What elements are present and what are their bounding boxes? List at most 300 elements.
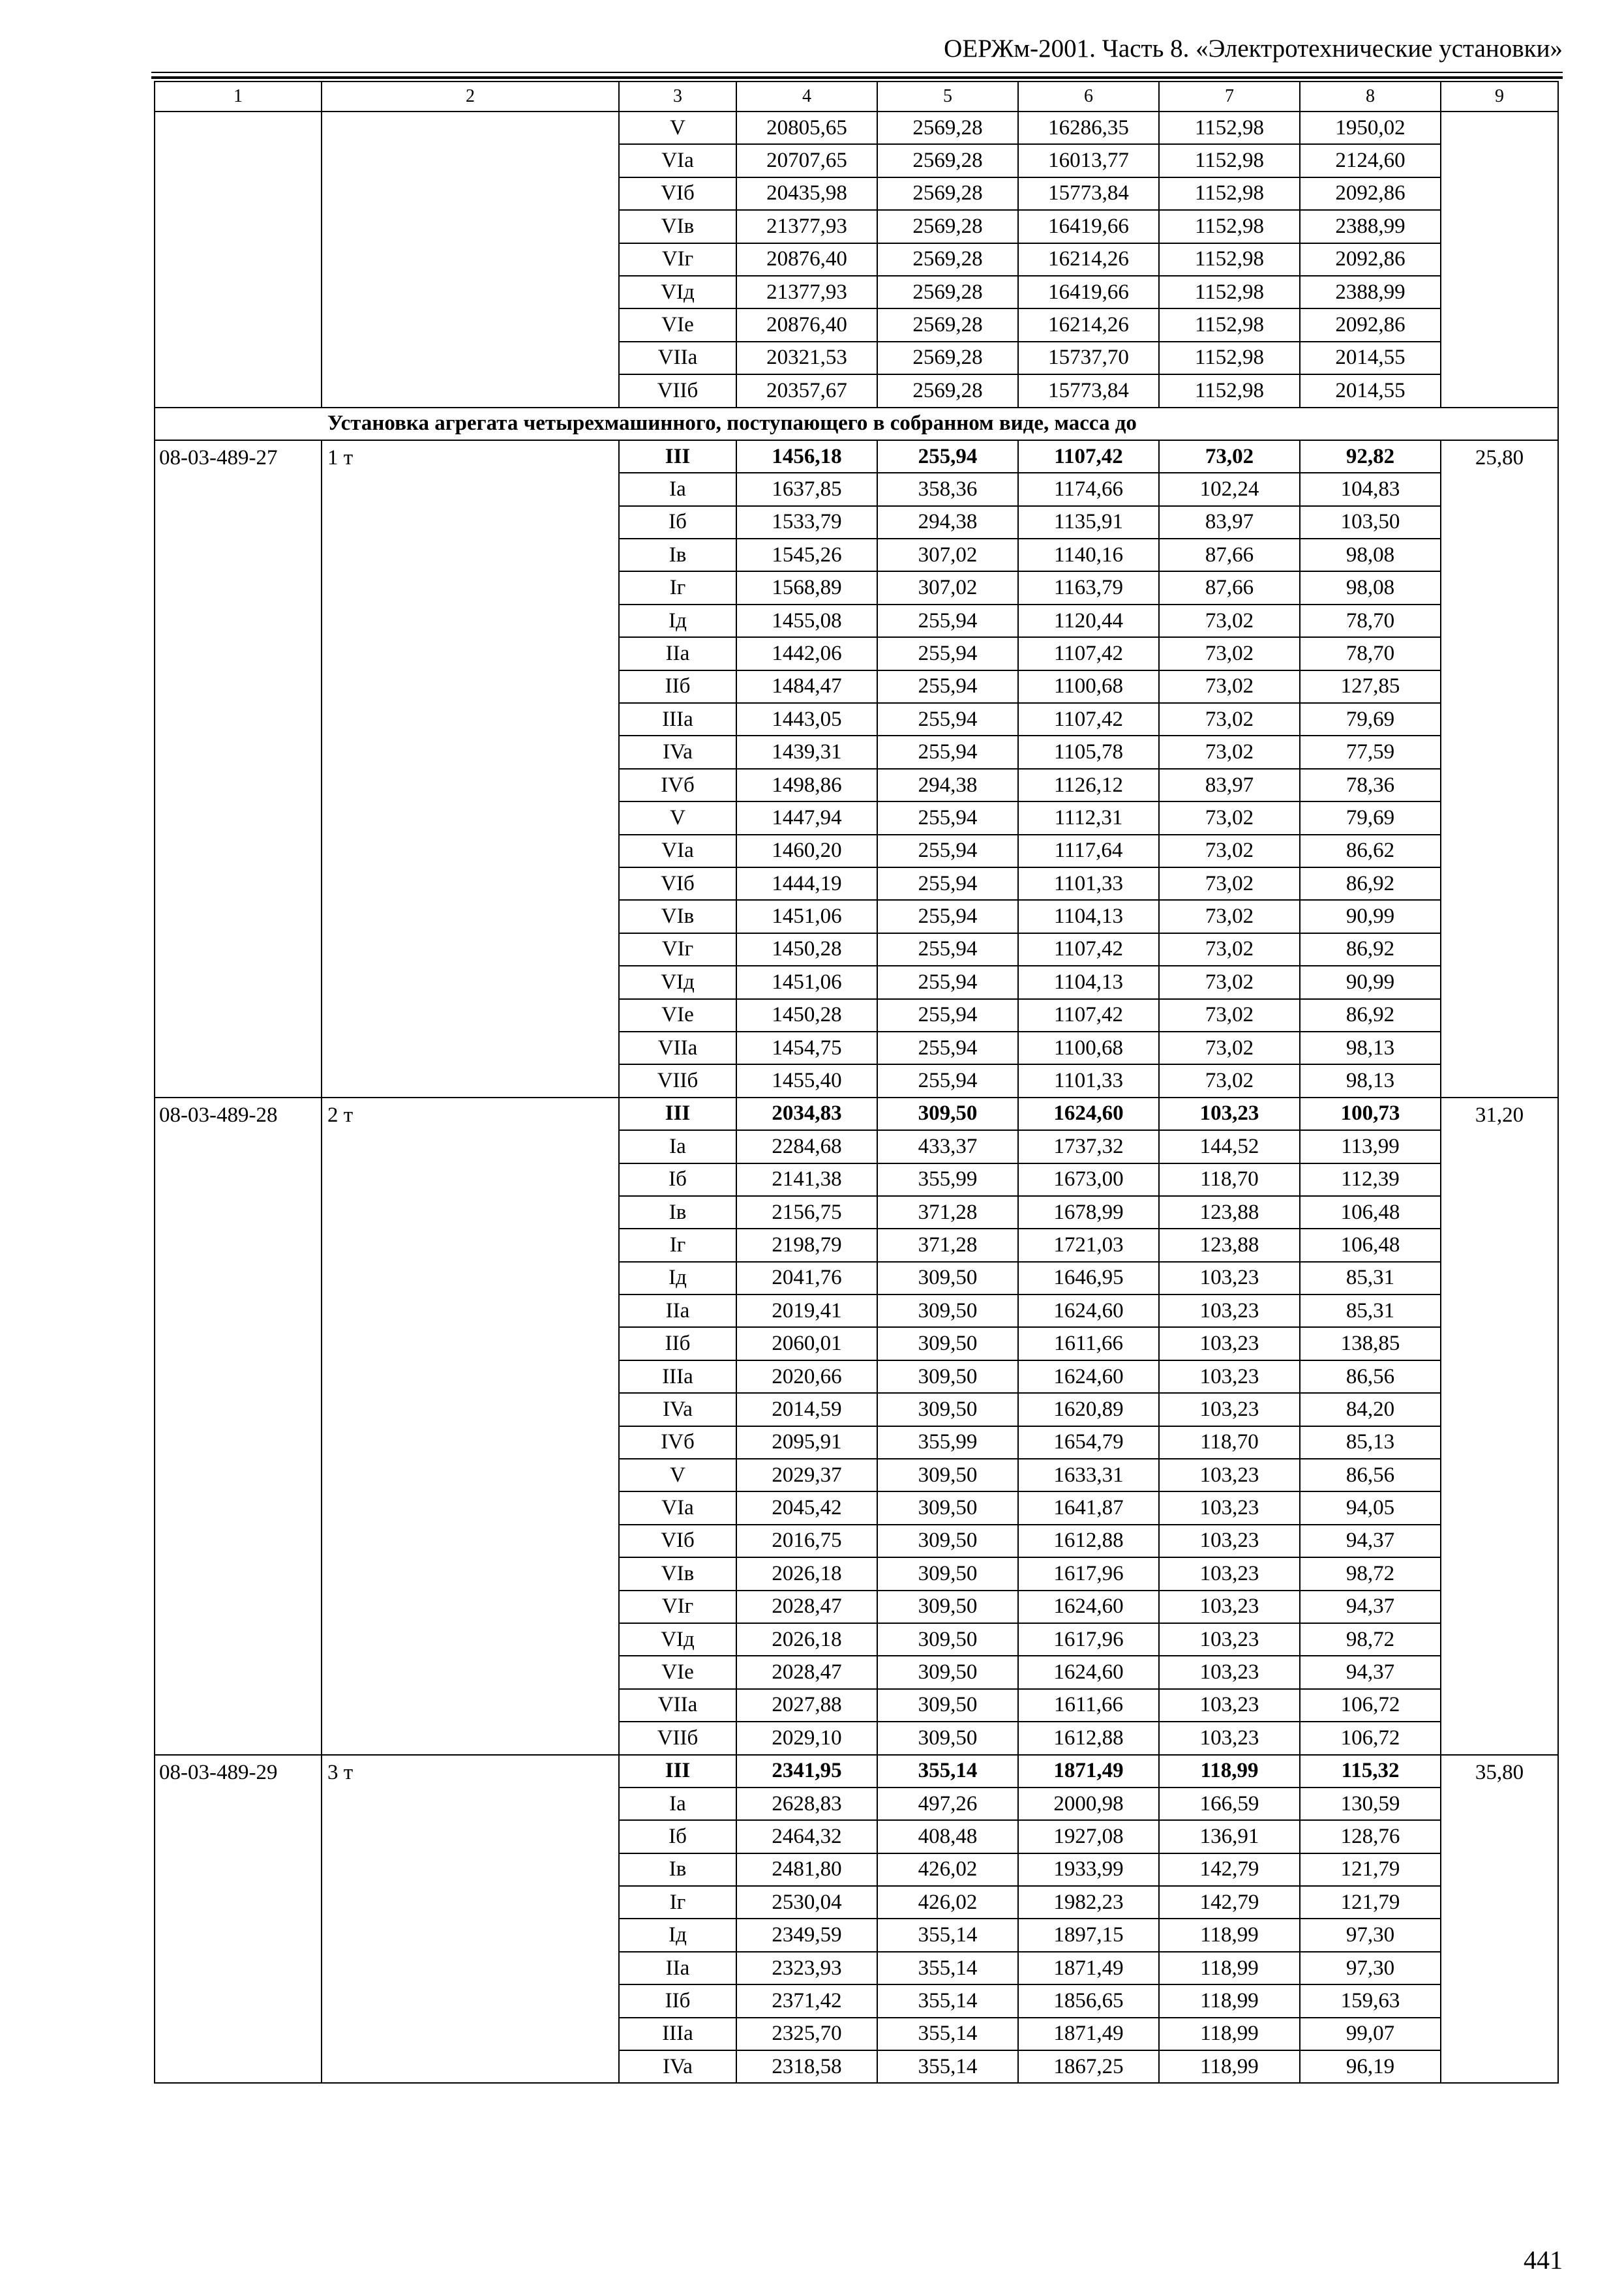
value-cell: 1484,47 — [736, 670, 877, 703]
value-cell: 103,23 — [1159, 1262, 1300, 1294]
zone-cell: IIa — [619, 1294, 736, 1327]
value-cell: 355,14 — [877, 2050, 1018, 2083]
value-cell: 1624,60 — [1018, 1294, 1159, 1327]
value-cell: 86,62 — [1300, 835, 1441, 867]
value-cell: 2569,28 — [877, 276, 1018, 308]
value-cell: 2530,04 — [736, 1886, 877, 1919]
value-cell: 1737,32 — [1018, 1130, 1159, 1163]
value-cell: 98,13 — [1300, 1032, 1441, 1064]
value-cell: 16419,66 — [1018, 276, 1159, 308]
rate-name: 1 т — [322, 440, 619, 1098]
value-cell: 103,23 — [1159, 1656, 1300, 1688]
zone-cell: IIIa — [619, 703, 736, 736]
value-cell: 1867,25 — [1018, 2050, 1159, 2083]
value-cell: 92,82 — [1300, 440, 1441, 473]
value-cell: 2569,28 — [877, 210, 1018, 243]
zone-cell: IVб — [619, 1426, 736, 1459]
value-cell: 1641,87 — [1018, 1491, 1159, 1524]
value-cell: 20876,40 — [736, 243, 877, 276]
value-cell: 2028,47 — [736, 1656, 877, 1688]
section-title: Установка агрегата четырехмашинного, поступающего в собранном виде, масса до — [155, 408, 1558, 440]
value-cell: 1450,28 — [736, 933, 877, 966]
value-cell: 87,66 — [1159, 571, 1300, 604]
value-cell: 1455,40 — [736, 1064, 877, 1097]
value-cell: 2026,18 — [736, 1623, 877, 1656]
value-cell: 121,79 — [1300, 1853, 1441, 1886]
zone-cell: VIв — [619, 210, 736, 243]
value-cell: 2464,32 — [736, 1820, 877, 1853]
value-cell: 2041,76 — [736, 1262, 877, 1294]
value-cell: 355,14 — [877, 1755, 1018, 1788]
value-cell: 1633,31 — [1018, 1459, 1159, 1491]
value-cell: 2284,68 — [736, 1130, 877, 1163]
value-cell: 309,50 — [877, 1525, 1018, 1557]
value-cell: 1447,94 — [736, 801, 877, 834]
value-cell: 20805,65 — [736, 112, 877, 144]
value-cell: 142,79 — [1159, 1886, 1300, 1919]
value-cell: 255,94 — [877, 736, 1018, 768]
zone-cell: Ia — [619, 1788, 736, 1820]
value-cell: 127,85 — [1300, 670, 1441, 703]
value-cell: 106,48 — [1300, 1229, 1441, 1261]
value-cell: 98,13 — [1300, 1064, 1441, 1097]
value-cell: 16013,77 — [1018, 144, 1159, 177]
value-cell: 73,02 — [1159, 801, 1300, 834]
value-cell: 1100,68 — [1018, 1032, 1159, 1064]
zone-cell: IIб — [619, 1984, 736, 2017]
value-cell: 1454,75 — [736, 1032, 877, 1064]
value-cell: 426,02 — [877, 1886, 1018, 1919]
value-cell: 1611,66 — [1018, 1689, 1159, 1722]
value-cell: 112,39 — [1300, 1163, 1441, 1196]
zone-cell: III — [619, 1098, 736, 1130]
value-cell: 16214,26 — [1018, 308, 1159, 341]
value-cell: 1112,31 — [1018, 801, 1159, 834]
value-cell: 94,37 — [1300, 1656, 1441, 1688]
value-cell: 73,02 — [1159, 605, 1300, 637]
value-cell: 255,94 — [877, 867, 1018, 900]
value-cell: 255,94 — [877, 933, 1018, 966]
value-cell: 1152,98 — [1159, 308, 1300, 341]
value-cell: 1135,91 — [1018, 506, 1159, 539]
value-cell: 309,50 — [877, 1722, 1018, 1754]
value-cell: 20707,65 — [736, 144, 877, 177]
value-cell: 1126,12 — [1018, 769, 1159, 801]
value-cell: 113,99 — [1300, 1130, 1441, 1163]
value-cell: 309,50 — [877, 1491, 1018, 1524]
value-cell: 1611,66 — [1018, 1327, 1159, 1360]
value-cell: 1101,33 — [1018, 867, 1159, 900]
value-cell: 1721,03 — [1018, 1229, 1159, 1261]
zone-cell: VIд — [619, 276, 736, 308]
value-cell: 1871,49 — [1018, 1952, 1159, 1984]
zone-cell: Iв — [619, 1853, 736, 1886]
value-cell: 20435,98 — [736, 177, 877, 210]
value-cell: 103,23 — [1159, 1557, 1300, 1590]
zone-cell: VIa — [619, 144, 736, 177]
value-cell: 2029,10 — [736, 1722, 877, 1754]
value-cell: 2026,18 — [736, 1557, 877, 1590]
value-cell: 355,14 — [877, 2018, 1018, 2050]
value-cell: 2569,28 — [877, 374, 1018, 407]
value-cell: 79,69 — [1300, 703, 1441, 736]
value-cell: 309,50 — [877, 1591, 1018, 1623]
value-cell: 87,66 — [1159, 539, 1300, 571]
value-cell: 86,92 — [1300, 867, 1441, 900]
zone-cell: VIIa — [619, 1032, 736, 1064]
zone-cell: Iг — [619, 1229, 736, 1261]
value-cell: 2371,42 — [736, 1984, 877, 2017]
value-cell: 103,23 — [1159, 1327, 1300, 1360]
zone-cell: III — [619, 440, 736, 473]
value-cell: 118,99 — [1159, 1755, 1300, 1788]
zone-cell: IVa — [619, 1393, 736, 1426]
value-cell: 307,02 — [877, 571, 1018, 604]
value-cell: 2060,01 — [736, 1327, 877, 1360]
value-cell: 426,02 — [877, 1853, 1018, 1886]
zone-cell: VIв — [619, 900, 736, 933]
column-number: 3 — [619, 82, 736, 112]
rate-code: 08-03-489-29 — [155, 1755, 322, 2084]
rate-name: 3 т — [322, 1755, 619, 2084]
value-cell: 2569,28 — [877, 144, 1018, 177]
rate-code: 08-03-489-28 — [155, 1098, 322, 1755]
zone-cell: Iв — [619, 1196, 736, 1229]
value-cell: 73,02 — [1159, 703, 1300, 736]
value-cell: 1624,60 — [1018, 1591, 1159, 1623]
value-cell: 73,02 — [1159, 867, 1300, 900]
value-cell: 2569,28 — [877, 308, 1018, 341]
value-cell: 2020,66 — [736, 1360, 877, 1393]
value-cell: 86,92 — [1300, 999, 1441, 1032]
value-cell: 1444,19 — [736, 867, 877, 900]
value-cell: 83,97 — [1159, 506, 1300, 539]
value-cell: 77,59 — [1300, 736, 1441, 768]
value-cell: 1856,65 — [1018, 1984, 1159, 2017]
value-cell: 78,36 — [1300, 769, 1441, 801]
value-cell: 255,94 — [877, 440, 1018, 473]
value-cell: 255,94 — [877, 1064, 1018, 1097]
rate-name: 2 т — [322, 1098, 619, 1755]
value-cell: 73,02 — [1159, 440, 1300, 473]
value-cell: 78,70 — [1300, 637, 1441, 670]
value-cell: 20357,67 — [736, 374, 877, 407]
value-cell: 94,37 — [1300, 1525, 1441, 1557]
value-cell: 128,76 — [1300, 1820, 1441, 1853]
value-cell: 73,02 — [1159, 900, 1300, 933]
value-cell: 1950,02 — [1300, 112, 1441, 144]
value-cell: 2029,37 — [736, 1459, 877, 1491]
value-cell: 97,30 — [1300, 1952, 1441, 1984]
value-cell: 1117,64 — [1018, 835, 1159, 867]
value-cell: 1152,98 — [1159, 276, 1300, 308]
value-cell: 309,50 — [877, 1294, 1018, 1327]
value-cell: 90,99 — [1300, 966, 1441, 998]
value-cell: 1107,42 — [1018, 703, 1159, 736]
value-cell: 408,48 — [877, 1820, 1018, 1853]
column-number: 6 — [1018, 82, 1159, 112]
value-cell: 309,50 — [877, 1360, 1018, 1393]
value-cell: 309,50 — [877, 1098, 1018, 1130]
value-cell: 1174,66 — [1018, 473, 1159, 505]
value-cell: 255,94 — [877, 605, 1018, 637]
value-cell: 73,02 — [1159, 999, 1300, 1032]
value-cell: 102,24 — [1159, 473, 1300, 505]
value-cell: 309,50 — [877, 1327, 1018, 1360]
value-cell: 106,48 — [1300, 1196, 1441, 1229]
zone-cell: VIa — [619, 835, 736, 867]
value-cell: 2092,86 — [1300, 308, 1441, 341]
value-cell: 1107,42 — [1018, 933, 1159, 966]
value-cell: 2092,86 — [1300, 243, 1441, 276]
value-cell: 118,99 — [1159, 1919, 1300, 1951]
value-cell: 1152,98 — [1159, 342, 1300, 374]
value-cell: 118,99 — [1159, 2018, 1300, 2050]
wage-cell: 35,80 — [1441, 1755, 1558, 2084]
value-cell: 1545,26 — [736, 539, 877, 571]
value-cell: 21377,93 — [736, 276, 877, 308]
zone-cell: Iд — [619, 1262, 736, 1294]
zone-cell: VIIa — [619, 342, 736, 374]
value-cell: 144,52 — [1159, 1130, 1300, 1163]
value-cell: 355,99 — [877, 1163, 1018, 1196]
value-cell: 1460,20 — [736, 835, 877, 867]
value-cell: 1498,86 — [736, 769, 877, 801]
value-cell: 1101,33 — [1018, 1064, 1159, 1097]
zone-cell: IVa — [619, 2050, 736, 2083]
table-row — [155, 440, 1558, 473]
value-cell: 86,56 — [1300, 1459, 1441, 1491]
value-cell: 2014,55 — [1300, 374, 1441, 407]
value-cell: 103,23 — [1159, 1459, 1300, 1491]
value-cell: 309,50 — [877, 1689, 1018, 1722]
column-number: 8 — [1300, 82, 1441, 112]
value-cell: 130,59 — [1300, 1788, 1441, 1820]
value-cell: 79,69 — [1300, 801, 1441, 834]
value-cell: 1617,96 — [1018, 1557, 1159, 1590]
value-cell: 1871,49 — [1018, 1755, 1159, 1788]
zone-cell: VIг — [619, 1591, 736, 1623]
value-cell: 85,31 — [1300, 1294, 1441, 1327]
value-cell: 1107,42 — [1018, 440, 1159, 473]
value-cell: 16214,26 — [1018, 243, 1159, 276]
value-cell: 2156,75 — [736, 1196, 877, 1229]
value-cell: 2014,59 — [736, 1393, 877, 1426]
value-cell: 2027,88 — [736, 1689, 877, 1722]
page-header-title: ОЕРЖм-2001. Часть 8. «Электротехнические установки» — [944, 35, 1563, 63]
value-cell: 103,23 — [1159, 1393, 1300, 1426]
value-cell: 103,23 — [1159, 1098, 1300, 1130]
value-cell: 497,26 — [877, 1788, 1018, 1820]
column-number: 4 — [736, 82, 877, 112]
value-cell: 103,50 — [1300, 506, 1441, 539]
zone-cell: Iг — [619, 1886, 736, 1919]
value-cell: 1450,28 — [736, 999, 877, 1032]
value-cell: 1152,98 — [1159, 144, 1300, 177]
value-cell: 1152,98 — [1159, 243, 1300, 276]
value-cell: 1612,88 — [1018, 1525, 1159, 1557]
value-cell: 1871,49 — [1018, 2018, 1159, 2050]
zone-cell: VIIб — [619, 374, 736, 407]
value-cell: 1897,15 — [1018, 1919, 1159, 1951]
column-number: 9 — [1441, 82, 1558, 112]
value-cell: 255,94 — [877, 966, 1018, 998]
value-cell: 309,50 — [877, 1393, 1018, 1426]
value-cell: 294,38 — [877, 769, 1018, 801]
value-cell: 83,97 — [1159, 769, 1300, 801]
zone-cell: Iд — [619, 1919, 736, 1951]
column-number: 5 — [877, 82, 1018, 112]
value-cell: 73,02 — [1159, 835, 1300, 867]
value-cell: 2323,93 — [736, 1952, 877, 1984]
value-cell: 1152,98 — [1159, 177, 1300, 210]
value-cell: 255,94 — [877, 703, 1018, 736]
value-cell: 103,23 — [1159, 1591, 1300, 1623]
value-cell: 98,08 — [1300, 539, 1441, 571]
value-cell: 255,94 — [877, 801, 1018, 834]
table-row — [155, 1098, 1558, 1130]
zone-cell: VIб — [619, 867, 736, 900]
column-number: 7 — [1159, 82, 1300, 112]
zone-cell: Ia — [619, 473, 736, 505]
value-cell: 118,99 — [1159, 1984, 1300, 2017]
value-cell: 73,02 — [1159, 736, 1300, 768]
zone-cell: VIв — [619, 1557, 736, 1590]
value-cell: 1442,06 — [736, 637, 877, 670]
zone-cell: Ia — [619, 1130, 736, 1163]
section-title-row — [155, 408, 1558, 440]
zone-cell: VIг — [619, 933, 736, 966]
zone-cell: VIa — [619, 1491, 736, 1524]
value-cell: 2325,70 — [736, 2018, 877, 2050]
zone-cell: VIг — [619, 243, 736, 276]
zone-cell: Iд — [619, 605, 736, 637]
zone-cell: IIб — [619, 670, 736, 703]
wage-cell: 31,20 — [1441, 1098, 1558, 1755]
value-cell: 99,07 — [1300, 2018, 1441, 2050]
value-cell: 2095,91 — [736, 1426, 877, 1459]
header-rule-thin — [151, 72, 1563, 73]
value-cell: 85,31 — [1300, 1262, 1441, 1294]
zone-cell: IIIa — [619, 2018, 736, 2050]
zone-cell: Iб — [619, 1820, 736, 1853]
value-cell: 1612,88 — [1018, 1722, 1159, 1754]
value-cell: 73,02 — [1159, 966, 1300, 998]
page-number: 441 — [1524, 2245, 1563, 2275]
zone-cell: VIIa — [619, 1689, 736, 1722]
value-cell: 255,94 — [877, 1032, 1018, 1064]
value-cell: 1451,06 — [736, 900, 877, 933]
zone-cell: VIIб — [619, 1722, 736, 1754]
value-cell: 355,14 — [877, 1952, 1018, 1984]
value-cell: 84,20 — [1300, 1393, 1441, 1426]
zone-cell: V — [619, 1459, 736, 1491]
value-cell: 159,63 — [1300, 1984, 1441, 2017]
rates-table — [154, 81, 1559, 2084]
column-number: 1 — [155, 82, 322, 112]
value-cell: 2569,28 — [877, 342, 1018, 374]
value-cell: 355,14 — [877, 1919, 1018, 1951]
value-cell: 2092,86 — [1300, 177, 1441, 210]
value-cell: 358,36 — [877, 473, 1018, 505]
value-cell: 86,92 — [1300, 933, 1441, 966]
value-cell: 309,50 — [877, 1557, 1018, 1590]
value-cell: 1678,99 — [1018, 1196, 1159, 1229]
zone-cell: Iв — [619, 539, 736, 571]
value-cell: 1982,23 — [1018, 1886, 1159, 1919]
value-cell: 2481,80 — [736, 1853, 877, 1886]
value-cell: 1620,89 — [1018, 1393, 1159, 1426]
value-cell: 16286,35 — [1018, 112, 1159, 144]
value-cell: 1673,00 — [1018, 1163, 1159, 1196]
value-cell: 1624,60 — [1018, 1098, 1159, 1130]
wage-cell: 25,80 — [1441, 440, 1558, 1098]
value-cell: 1107,42 — [1018, 637, 1159, 670]
value-cell: 98,08 — [1300, 571, 1441, 604]
value-cell: 1927,08 — [1018, 1820, 1159, 1853]
value-cell: 2349,59 — [736, 1919, 877, 1951]
value-cell: 20321,53 — [736, 342, 877, 374]
value-cell: 1163,79 — [1018, 571, 1159, 604]
value-cell: 371,28 — [877, 1196, 1018, 1229]
value-cell: 1100,68 — [1018, 670, 1159, 703]
value-cell: 106,72 — [1300, 1722, 1441, 1754]
value-cell: 15773,84 — [1018, 177, 1159, 210]
value-cell: 1617,96 — [1018, 1623, 1159, 1656]
value-cell: 2198,79 — [736, 1229, 877, 1261]
zone-cell: Iб — [619, 506, 736, 539]
table-row — [155, 1755, 1558, 1788]
rate-name — [322, 112, 619, 408]
value-cell: 1624,60 — [1018, 1656, 1159, 1688]
value-cell: 118,70 — [1159, 1163, 1300, 1196]
value-cell: 103,23 — [1159, 1722, 1300, 1754]
value-cell: 106,72 — [1300, 1689, 1441, 1722]
value-cell: 103,23 — [1159, 1294, 1300, 1327]
zone-cell: VIe — [619, 999, 736, 1032]
value-cell: 15737,70 — [1018, 342, 1159, 374]
zone-cell: V — [619, 112, 736, 144]
zone-cell: VIб — [619, 1525, 736, 1557]
value-cell: 166,59 — [1159, 1788, 1300, 1820]
value-cell: 97,30 — [1300, 1919, 1441, 1951]
value-cell: 94,05 — [1300, 1491, 1441, 1524]
value-cell: 371,28 — [877, 1229, 1018, 1261]
zone-cell: Iг — [619, 571, 736, 604]
value-cell: 86,56 — [1300, 1360, 1441, 1393]
value-cell: 255,94 — [877, 670, 1018, 703]
zone-cell: IIa — [619, 637, 736, 670]
value-cell: 433,37 — [877, 1130, 1018, 1163]
value-cell: 1456,18 — [736, 440, 877, 473]
value-cell: 103,23 — [1159, 1525, 1300, 1557]
value-cell: 309,50 — [877, 1656, 1018, 1688]
zone-cell: IIa — [619, 1952, 736, 1984]
value-cell: 1140,16 — [1018, 539, 1159, 571]
zone-cell: IIб — [619, 1327, 736, 1360]
value-cell: 121,79 — [1300, 1886, 1441, 1919]
rate-code — [155, 112, 322, 408]
value-cell: 1443,05 — [736, 703, 877, 736]
value-cell: 118,99 — [1159, 1952, 1300, 1984]
value-cell: 1533,79 — [736, 506, 877, 539]
zone-cell: III — [619, 1755, 736, 1788]
value-cell: 2019,41 — [736, 1294, 877, 1327]
value-cell: 2341,95 — [736, 1755, 877, 1788]
value-cell: 309,50 — [877, 1623, 1018, 1656]
value-cell: 1455,08 — [736, 605, 877, 637]
value-cell: 309,50 — [877, 1262, 1018, 1294]
